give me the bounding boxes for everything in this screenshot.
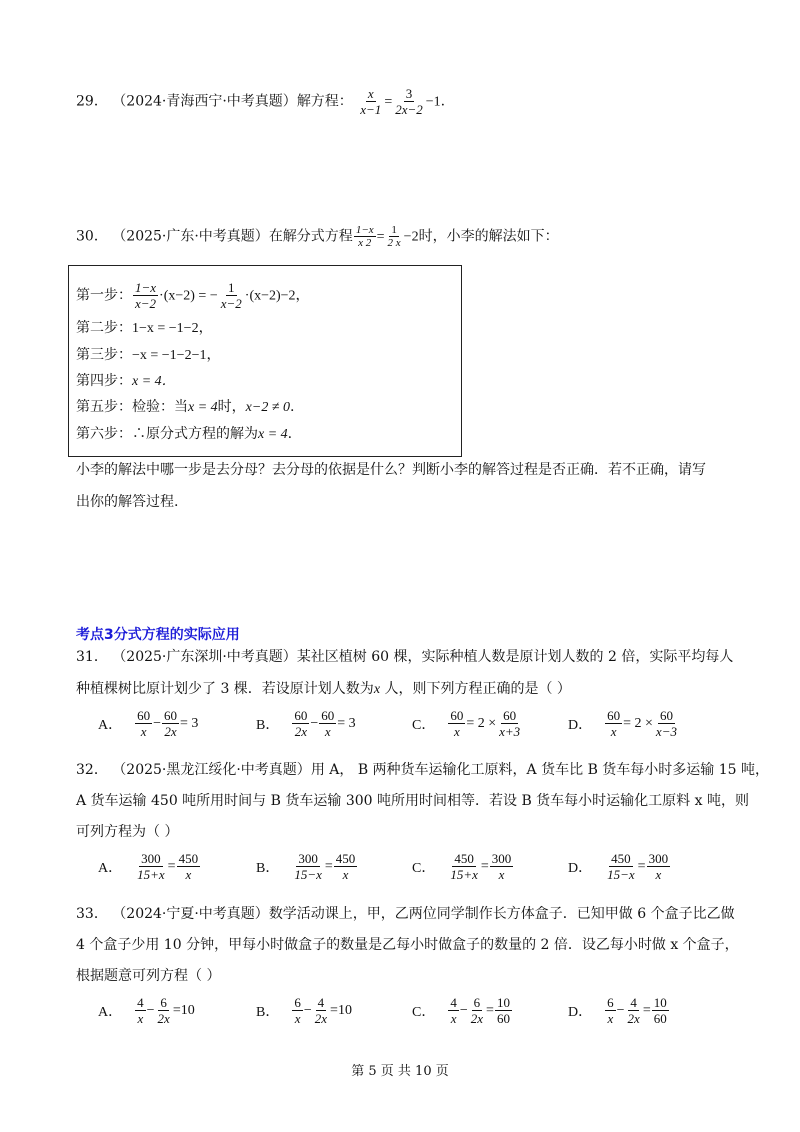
step-label: 第三步： bbox=[76, 347, 132, 363]
question-number: 32． bbox=[76, 762, 108, 778]
option-b[interactable]: B． $\frac{300}{15-x}$ = $\frac{450}{x}$ bbox=[256, 851, 356, 882]
option-c[interactable]: C． $\frac{60}{x}$ = 2 × $\frac{60}{x+3}$ bbox=[412, 708, 521, 739]
option-a[interactable]: A． $\frac{60}{x}$ − $\frac{60}{2x}$ = 3 bbox=[98, 708, 199, 739]
option-c[interactable]: C． $\frac{4}{x}$ − $\frac{6}{2x}$ = $\frac{10}{60}$ bbox=[412, 995, 510, 1026]
step-expression: 1−x = −1−2， bbox=[132, 321, 213, 336]
question-33-line3: 根据题意可列方程（ ） bbox=[76, 968, 221, 984]
step-4 bbox=[76, 371, 176, 392]
question-31: 31． （2025·广东深圳·中考真题）某社区植树 60 棵，实际种植人数是原计划人数的 2 倍，实际平均每人 bbox=[76, 649, 734, 665]
step-label: 第五步： bbox=[76, 399, 132, 415]
step-1: 第一步： $\frac{1-x}{x-2}$ ·(x−2) = − $\frac{1}{x-2}$ ·(x−2)−2， bbox=[76, 280, 310, 311]
question-number: 30． bbox=[76, 228, 108, 245]
question-source: （2024·宁夏·中考真题） bbox=[112, 906, 269, 922]
fraction: $\frac{1}{2 x}$ bbox=[387, 224, 401, 249]
step-3 bbox=[76, 345, 220, 366]
option-d[interactable]: D． $\frac{6}{x}$ − $\frac{4}{2x}$ = $\frac{10}{60}$ bbox=[568, 995, 667, 1026]
step-label: 第六步： bbox=[76, 426, 132, 442]
option-c[interactable]: C． $\frac{450}{15+x}$ = $\frac{300}{x}$ bbox=[412, 851, 512, 882]
question-31-line2: 种植棵树比原计划少了 3 棵．若设原计划人数为x 人，则下列方程正确的是（ ） bbox=[76, 681, 571, 697]
step-6: 第六步：∴原分式方程的解为x = 4. bbox=[76, 426, 293, 442]
question-33: 33． （2024·宁夏·中考真题）数学活动课上，甲，乙两位同学制作长方体盒子．已知甲做 6 个盒子比乙做 bbox=[76, 906, 735, 922]
option-b[interactable]: B． $\frac{60}{2x}$ − $\frac{60}{x}$ = 3 bbox=[256, 708, 356, 739]
fraction: $\frac{1}{x-2}$ bbox=[220, 280, 242, 311]
step-label: 第二步： bbox=[76, 320, 132, 336]
question-number: 29． bbox=[76, 93, 108, 110]
question-text: 解方程： bbox=[296, 93, 353, 110]
step-label: 第一步： bbox=[76, 287, 132, 304]
step-expression: −x = −1−2−1， bbox=[132, 348, 221, 363]
question-33-line2: 4 个盒子少用 10 分钟，甲每小时做盒子的数量是乙每小时做盒子的数量的 2 倍．设乙每小时做 x 个盒子， bbox=[76, 937, 739, 953]
question-29: 29． （2024·青海西宁·中考真题）解方程： $\frac{x}{x-1}$ = $\frac{3}{2x-2}$ −1. bbox=[76, 86, 446, 117]
question-source: （2024·青海西宁·中考真题） bbox=[112, 93, 297, 110]
step-label: 第四步： bbox=[76, 373, 132, 389]
fraction: $\frac{x}{x-1}$ bbox=[360, 86, 382, 117]
step-5: 第五步：检验：当x = 4时，x−2 ≠ 0. bbox=[76, 399, 295, 415]
question-number: 33． bbox=[76, 906, 108, 922]
question-30-prompt-cont: 出你的解答过程. bbox=[76, 494, 179, 510]
option-d[interactable]: D． $\frac{450}{15-x}$ = $\frac{300}{x}$ bbox=[568, 851, 669, 882]
step-2 bbox=[76, 318, 213, 339]
fraction: $\frac{1-x}{x 2}$ bbox=[355, 224, 374, 249]
option-a[interactable]: A． $\frac{4}{x}$ − $\frac{6}{2x}$ = 10 bbox=[98, 995, 195, 1026]
question-source: （2025·广东·中考真题） bbox=[112, 228, 269, 245]
question-source: （2025·黑龙江绥化·中考真题） bbox=[112, 762, 311, 778]
question-source: （2025·广东深圳·中考真题） bbox=[112, 649, 297, 665]
fraction: $\frac{1-x}{x-2}$ bbox=[135, 280, 157, 311]
option-d[interactable]: D． $\frac{60}{x}$ = 2 × $\frac{60}{x-3}$ bbox=[568, 708, 677, 739]
question-text: 在解分式方程 bbox=[268, 228, 353, 245]
section-title: 考点3分式方程的实际应用 bbox=[76, 627, 240, 643]
page-footer: 第 5 页 共 10 页 bbox=[351, 1064, 449, 1079]
question-number: 31． bbox=[76, 649, 108, 665]
question-32-line2: A 货车运输 450 吨所用时间与 B 货车运输 300 吨所用时间相等．若设 B 货车每小时运输化工原料 x 吨，则 bbox=[76, 793, 749, 809]
question-32: 32． （2025·黑龙江绥化·中考真题）用 A， B 两种货车运输化工原料，A 货车比 B 货车每小时多运输 15 吨， bbox=[76, 762, 770, 778]
step-expression: x = 4． bbox=[132, 374, 176, 389]
question-32-line3: 可列方程为（ ） bbox=[76, 824, 179, 840]
question-30-prompt: 小李的解法中哪一步是去分母？去分母的依据是什么？判断小李的解答过程是否正确．若不正确，请写 bbox=[76, 462, 706, 478]
option-a[interactable]: A． $\frac{300}{15+x}$ = $\frac{450}{x}$ bbox=[98, 851, 199, 882]
option-b[interactable]: B． $\frac{6}{x}$ − $\frac{4}{2x}$ = 10 bbox=[256, 995, 352, 1026]
question-30: 30． （2025·广东·中考真题）在解分式方程 $\frac{1-x}{x 2}$ = $\frac{1}{2 x}$ −2时，小李的解法如下： bbox=[76, 224, 559, 249]
fraction: $\frac{3}{2x-2}$ bbox=[395, 86, 423, 117]
